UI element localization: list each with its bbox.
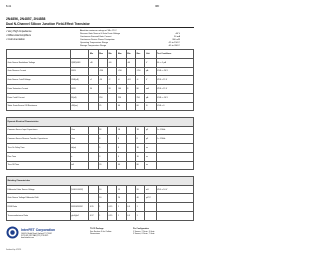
table-cell — [89, 135, 98, 144]
table-cell — [126, 194, 135, 203]
table-header-cell — [7, 50, 71, 59]
table-cell: -40 — [89, 58, 98, 67]
table-gap-row — [7, 170, 194, 177]
device-title: Dual N-Channel Silicon Junction Field-Effect Transistor — [6, 22, 90, 26]
table-cell — [107, 67, 116, 76]
table-cell: ns — [145, 144, 156, 153]
table-cell: 40 — [117, 102, 126, 111]
table-cell: VDG = 10 V — [156, 185, 193, 194]
table-cell: 20 — [107, 85, 116, 94]
table-cell — [89, 67, 98, 76]
table-cell: -250 — [98, 67, 107, 76]
table-row — [7, 161, 194, 170]
table-cell — [89, 126, 98, 135]
table-cell: 80 — [136, 85, 145, 94]
table-cell: Gate Source Cutoff Voltage — [7, 76, 71, 85]
table-cell: IDSS Ratio — [7, 203, 71, 212]
table-cell — [98, 58, 107, 67]
max-rating-value: 50 mA — [173, 36, 180, 39]
max-rating-label: Absolute maximum ratings at TA = 25°C — [80, 30, 117, 32]
table-cell: 20 — [98, 161, 107, 170]
table-cell: -250 — [136, 67, 145, 76]
table-cell: |VGS1-VGS2| — [70, 185, 89, 194]
table-cell: rDS(on) — [70, 102, 89, 111]
table-cell: 60 — [136, 102, 145, 111]
table-cell: 250 — [98, 93, 107, 102]
table-cell: 1 — [136, 211, 145, 220]
table-cell — [107, 194, 116, 203]
table-cell: 5 — [98, 144, 107, 153]
table-cell: 250 — [117, 93, 126, 102]
table-cell — [70, 194, 89, 203]
table-cell — [107, 93, 116, 102]
table-cell: VGS = -20 V — [156, 67, 193, 76]
company-logo-icon — [6, 226, 19, 239]
table-cell: Ciss — [70, 126, 89, 135]
pin-line: 1 Source, 2 Drain, 3 Gate — [133, 230, 155, 233]
table-row — [7, 67, 194, 76]
table-cell: mA — [145, 85, 156, 94]
table-row — [7, 203, 194, 212]
package-info — [90, 228, 130, 236]
table-cell: -250 — [117, 67, 126, 76]
table-cell: 0.95 — [107, 211, 116, 220]
table-section-row — [7, 117, 194, 126]
table-cell: pA — [145, 67, 156, 76]
table-cell — [136, 58, 145, 67]
table-row — [7, 194, 194, 203]
table-cell: IGSS — [70, 67, 89, 76]
table-cell: Drain Cutoff Current — [7, 93, 71, 102]
table-cell: pA — [145, 93, 156, 102]
table-cell: Differential Gate Source Voltage — [7, 185, 71, 194]
company-address — [21, 233, 76, 240]
table-cell — [156, 203, 193, 212]
table-cell — [126, 144, 135, 153]
table-cell — [126, 93, 135, 102]
table-cell — [126, 135, 135, 144]
table-cell: 1 — [117, 211, 126, 220]
table-cell: 18 — [136, 126, 145, 135]
table-cell: 100 — [117, 85, 126, 94]
table-cell: td(on) — [70, 144, 89, 153]
table-cell: 20 — [136, 185, 145, 194]
table-cell: VGS = -10 V — [156, 93, 193, 102]
table-cell: -2 — [107, 76, 116, 85]
table-cell: IDSS1/IDSS2 — [70, 203, 89, 212]
table-cell: 0.97 — [89, 211, 98, 220]
address-line: (972) 487-1287 FAX (972) 276-3375 — [21, 235, 49, 238]
table-cell: -10 — [98, 76, 107, 85]
title-rule — [6, 27, 194, 28]
table-cell: V — [145, 76, 156, 85]
table-cell: 1 — [117, 203, 126, 212]
pin-configuration-title: Pin Configuration — [133, 228, 149, 230]
table-cell — [145, 211, 156, 220]
table-row — [7, 185, 194, 194]
table-cell — [98, 85, 107, 94]
table-cell: 4 — [117, 152, 126, 161]
table-cell: Crss — [70, 135, 89, 144]
table-cell — [107, 102, 116, 111]
table-cell — [107, 161, 116, 170]
table-section-cell: Dynamic Electrical Characteristics — [7, 117, 194, 126]
table-row — [7, 93, 194, 102]
table-cell: gfs1/gfs2 — [70, 211, 89, 220]
table-cell — [107, 185, 116, 194]
table-cell: VDS = 15 V — [156, 85, 193, 94]
maximum-ratings — [80, 30, 180, 49]
table-cell: 8 — [126, 85, 135, 94]
table-cell: mV — [145, 185, 156, 194]
table-cell: ns — [145, 161, 156, 170]
table-cell: Gate Source Voltage Differential Drift — [7, 194, 71, 203]
table-cell: ns — [145, 152, 156, 161]
table-cell: 20 — [117, 194, 126, 203]
table-cell: 1 — [98, 211, 107, 220]
max-rating-label: Storage Temperature Range — [80, 45, 107, 48]
table-cell — [156, 144, 193, 153]
table-cell: 25 — [98, 102, 107, 111]
table-header-cell — [70, 50, 89, 59]
table-cell: Transconductance Ratio — [7, 211, 71, 220]
feature-item: • Differential Amplifiers — [6, 34, 31, 38]
table-row — [7, 76, 194, 85]
table-cell — [89, 161, 98, 170]
table-row — [7, 85, 194, 94]
table-cell — [126, 185, 135, 194]
table-cell: pF — [145, 126, 156, 135]
table-cell: -4 — [89, 76, 98, 85]
table-cell: -40 — [126, 58, 135, 67]
table-cell — [89, 93, 98, 102]
table-header-cell: Min — [89, 50, 98, 59]
table-header-cell: Max — [98, 50, 107, 59]
table-cell: 15 — [117, 185, 126, 194]
table-cell: 1 — [136, 203, 145, 212]
table-cell: Common Source Reverse Transfer Capacitance — [7, 135, 71, 144]
pin-configuration — [133, 228, 193, 236]
table-cell — [126, 126, 135, 135]
table-cell: Static Drain-Source ON Resistance — [7, 102, 71, 111]
table-cell — [107, 126, 116, 135]
table-cell: f = 1 MHz — [156, 135, 193, 144]
table-row — [7, 211, 194, 220]
table-cell: 0.95 — [107, 203, 116, 212]
table-cell — [107, 135, 116, 144]
table-cell: tr — [70, 152, 89, 161]
table-cell: Gate Source Breakdown Voltage — [7, 58, 71, 67]
table-gap-cell — [7, 111, 194, 118]
table-cell: Common Source Input Capacitance — [7, 126, 71, 135]
table-cell: -4 — [136, 76, 145, 85]
package-line: See Section G for Outline — [90, 230, 112, 233]
table-header-cell: Unit — [145, 50, 156, 59]
table-cell: IDSS — [70, 85, 89, 94]
table-cell: 50 — [89, 85, 98, 94]
table-cell: 0.95 — [89, 203, 98, 212]
table-cell: 18 — [98, 126, 107, 135]
table-row — [7, 102, 194, 111]
max-rating-label: Operating Temperature Range — [80, 42, 109, 45]
max-rating-value: -55 to 150°C — [168, 42, 180, 45]
table-cell: 10 — [136, 144, 145, 153]
table-cell — [145, 203, 156, 212]
table-cell: IG = -1 µA — [156, 58, 193, 67]
table-cell: 1 — [98, 203, 107, 212]
table-cell — [126, 161, 135, 170]
table-cell — [89, 144, 98, 153]
table-cell: -40 — [107, 58, 116, 67]
table-header-cell: Test Conditions — [156, 50, 193, 59]
table-cell: Gate Reverse Current — [7, 67, 71, 76]
page-footer: Databook.fxp 1/13/99 — [6, 250, 22, 251]
table-cell: 250 — [136, 93, 145, 102]
table-header-cell: Min — [107, 50, 116, 59]
table-cell: 80 — [136, 161, 145, 170]
table-header-cell: Max — [117, 50, 126, 59]
table-cell: µV/°C — [145, 194, 156, 203]
table-cell — [126, 67, 135, 76]
table-cell — [107, 144, 116, 153]
page-header-left: 8-41 — [6, 5, 12, 8]
table-gap-row — [7, 111, 194, 118]
feature-item: • Instrumentation — [6, 38, 31, 42]
table-cell: -6 — [117, 76, 126, 85]
package-line: Dimensions — [90, 233, 100, 235]
table-cell: 8 — [98, 135, 107, 144]
address-line: 1000 N. Shiloh Road, Garland, TX 75042 — [21, 233, 52, 235]
table-cell: 10 — [136, 152, 145, 161]
table-cell — [117, 58, 126, 67]
table-cell: VGS(off) — [70, 76, 89, 85]
table-cell: Ω — [145, 102, 156, 111]
max-rating-value: -40 V — [175, 33, 180, 36]
table-cell: V — [145, 58, 156, 67]
table-header-cell: Max — [136, 50, 145, 59]
address-line: www.interfet.com — [21, 237, 34, 240]
table-cell: 6 — [117, 144, 126, 153]
table-cell: 10 — [98, 185, 107, 194]
table-cell — [89, 102, 98, 111]
table-row — [7, 58, 194, 67]
table-row — [7, 126, 194, 135]
table-cell: V(BR)GSS — [70, 58, 89, 67]
table-cell: VGS = 0 — [156, 102, 193, 111]
table-cell — [89, 194, 98, 203]
table-section-row — [7, 176, 194, 185]
table-cell: 3 — [98, 152, 107, 161]
characteristics-table — [6, 49, 194, 221]
table-cell — [126, 102, 135, 111]
table-cell: 40 — [136, 194, 145, 203]
table-cell: 0.9 — [126, 203, 135, 212]
table-cell: 10 — [98, 194, 107, 203]
table-cell: f = 1 MHz — [156, 126, 193, 135]
pin-line: 5 Source, 6 Drain, 7 Gate — [133, 233, 155, 235]
feature-list — [6, 30, 31, 43]
table-row — [7, 135, 194, 144]
page-header-right: IRF — [155, 5, 160, 8]
table-cell — [156, 194, 193, 203]
table-cell: toff — [70, 161, 89, 170]
table-cell: Rise Time — [7, 152, 71, 161]
max-rating-value: -65 to 200°C — [168, 45, 180, 48]
table-cell: 8 — [136, 135, 145, 144]
table-cell: 18 — [117, 126, 126, 135]
table-cell: pF — [145, 135, 156, 144]
table-cell — [89, 152, 98, 161]
table-gap-cell — [7, 170, 194, 177]
table-cell: VDS = 15 V — [156, 76, 193, 85]
table-cell — [89, 185, 98, 194]
max-rating-label: Continuous Forward Gate Current — [80, 36, 112, 39]
max-rating-value: 300 mW — [172, 39, 180, 42]
table-cell — [156, 211, 193, 220]
table-cell: Turn-On Delay Time — [7, 144, 71, 153]
table-row — [7, 50, 194, 59]
table-cell: -0.8 — [126, 76, 135, 85]
table-cell: Turn-Off Time — [7, 161, 71, 170]
feature-item: • Very High Impedance — [6, 30, 31, 34]
table-cell — [107, 152, 116, 161]
table-cell — [156, 152, 193, 161]
package-title: TO-78 Package — [90, 228, 104, 230]
table-cell: 0.9 — [126, 211, 135, 220]
table-cell: Drain Saturation Current — [7, 85, 71, 94]
table-cell — [156, 161, 193, 170]
max-rating-label: Continuous Device Power Dissipation — [80, 39, 115, 42]
company-name: InterFET Corporation — [21, 228, 56, 232]
table-cell: 8 — [117, 135, 126, 144]
table-section-cell: Matching Characteristics — [7, 176, 194, 185]
table-cell: 40 — [117, 161, 126, 170]
table-cell: ID(off) — [70, 93, 89, 102]
max-rating-label: Reverse Gate Source & Gate Drain Voltage — [80, 33, 121, 36]
table-header-cell: Min — [126, 50, 135, 59]
table-cell — [126, 152, 135, 161]
table-row — [7, 152, 194, 161]
table-row — [7, 144, 194, 153]
part-numbers: 2N4856, 2N4857, 2N4858 — [6, 17, 46, 21]
